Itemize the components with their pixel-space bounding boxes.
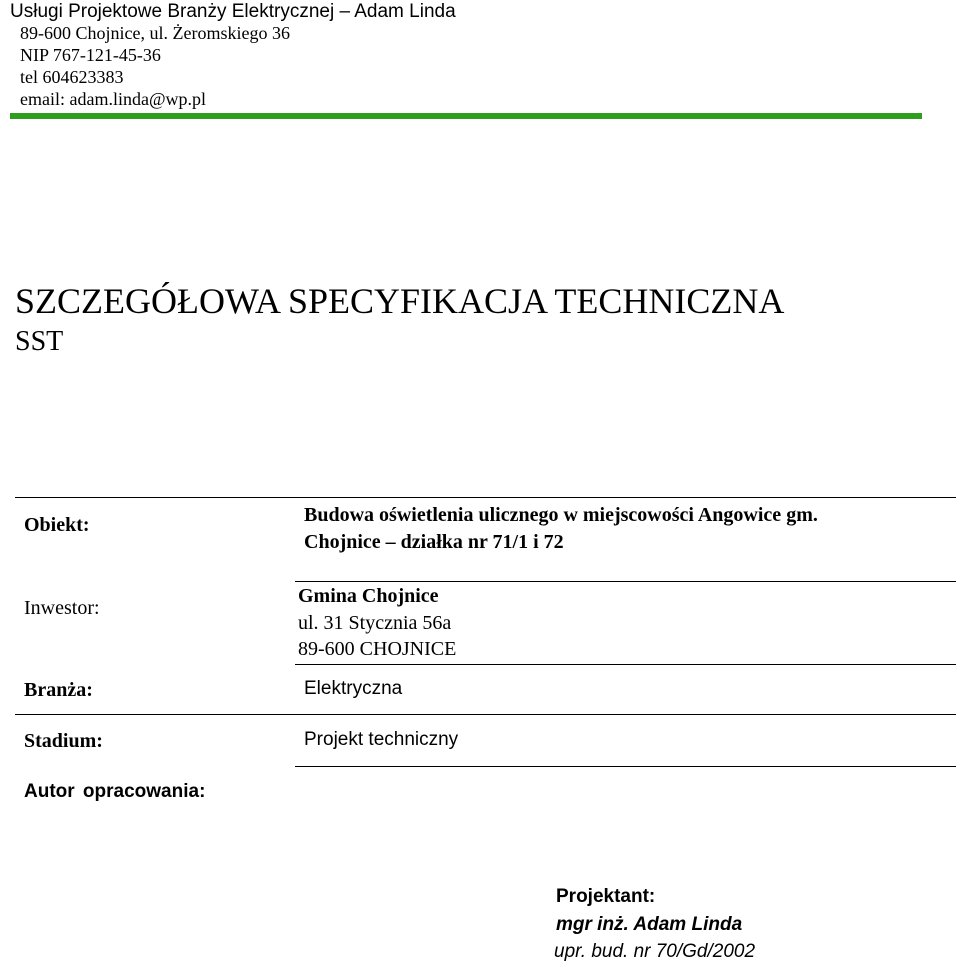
- row-divider: [295, 766, 956, 767]
- autor-label: Autor opracowania:: [24, 781, 206, 802]
- row-divider: [295, 664, 956, 665]
- inwestor-value-line1: Gmina Chojnice: [298, 585, 439, 607]
- company-name: Usługi Projektowe Branży Elektrycznej – Adam Linda: [10, 1, 456, 22]
- designer-license: upr. bud. nr 70/Gd/2002: [554, 941, 756, 962]
- document-abbreviation: SST: [15, 326, 64, 357]
- row-divider: [15, 497, 956, 498]
- stadium-value: Projekt techniczny: [304, 729, 459, 750]
- company-address: 89-600 Chojnice, ul. Żeromskiego 36: [20, 23, 290, 43]
- inwestor-value-line3: 89-600 CHOJNICE: [298, 638, 457, 660]
- designer-role: Projektant:: [556, 886, 656, 907]
- obiekt-value-line2: Chojnice – działka nr 71/1 i 72: [304, 531, 564, 553]
- inwestor-value-line2: ul. 31 Stycznia 56a: [298, 612, 452, 634]
- obiekt-value-line1: Budowa oświetlenia ulicznego w miejscowości Angowice gm.: [304, 504, 818, 526]
- document-title: SZCZEGÓŁOWA SPECYFIKACJA TECHNICZNA: [15, 281, 785, 321]
- stadium-label: Stadium:: [24, 730, 103, 752]
- company-tel: tel 604623383: [20, 67, 124, 87]
- branza-label: Branża:: [24, 679, 93, 701]
- company-email: email: adam.linda@wp.pl: [20, 89, 207, 109]
- row-divider: [15, 714, 956, 715]
- designer-name: mgr inż. Adam Linda: [556, 914, 743, 935]
- obiekt-label: Obiekt:: [24, 514, 90, 536]
- row-divider: [295, 581, 956, 582]
- company-nip: NIP 767-121-45-36: [20, 45, 161, 65]
- header-divider: [10, 113, 922, 119]
- branza-value: Elektryczna: [304, 678, 403, 699]
- inwestor-label: Inwestor:: [24, 597, 100, 619]
